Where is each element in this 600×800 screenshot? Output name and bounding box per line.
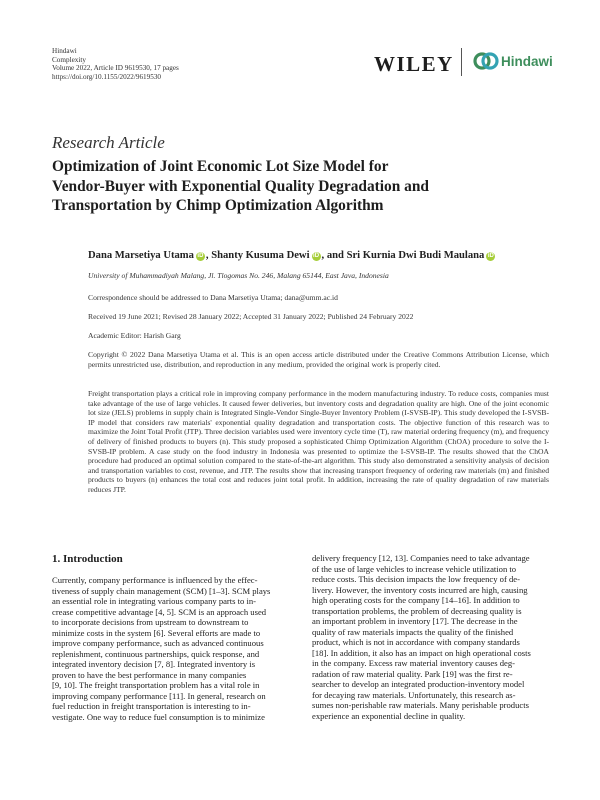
body-line: in the company. Excess raw material inventory causes deg-: [312, 658, 515, 668]
body-line: improving company performance [11]. In general, research on: [52, 690, 266, 701]
body-line: radation of raw material quality. Park [19] was the first re-: [312, 668, 513, 679]
body-line: transportation problems, the problem of decreasing quality is: [312, 605, 522, 616]
body-line: Currently, company performance is influenced by the effec-: [52, 575, 258, 585]
academic-editor: Academic Editor: Harish Garg: [88, 331, 181, 340]
publication-dates: Received 19 June 2021; Revised 28 January 2022; Accepted 31 January 2022; Published 24 February 2022: [88, 312, 414, 321]
author-separator: , and: [321, 250, 347, 261]
body-column-right: [312, 553, 549, 721]
title-line: Transportation by Chimp Optimization Algorithm: [52, 197, 384, 214]
body-line: of the use of large vehicles to increase vehicle utilization to: [312, 563, 517, 574]
correspondence: Correspondence should be addressed to Dana Marsetiya Utama; dana@umm.ac.id: [88, 293, 338, 302]
body-line: proven to have the best performance in many companies: [52, 669, 247, 680]
body-line: to incorporate decisions from upstream to downstream to: [52, 617, 249, 627]
hindawi-logo-text: Hindawi: [501, 54, 553, 69]
article-type: Research Article: [52, 133, 165, 152]
body-line: vestigate. One way to reduce fuel consumption is to minimize: [52, 711, 265, 722]
body-line: fuel reduction in freight transportation is interesting to in-: [52, 701, 251, 711]
title-line: Vendor-Buyer with Exponential Quality Degradation and: [52, 177, 429, 195]
body-line: livery. However, the inventory costs incurred are high, causing: [312, 584, 528, 595]
author-list: [88, 250, 496, 261]
body-line: reduce costs. This decision impacts the low frequency of de-: [312, 574, 520, 584]
body-line: product, which is not in accordance with company standards: [312, 637, 520, 647]
author-name[interactable]: Dana Marsetiya Utama: [88, 250, 194, 261]
body-line: quality of raw materials impacts the quality of the finished: [312, 626, 514, 637]
volume-info: Volume 2022, Article ID 9619530, 17 pages: [52, 64, 179, 73]
hindawi-rings-icon: [472, 51, 500, 71]
doi-link[interactable]: https://doi.org/10.1155/2022/9619530: [52, 72, 162, 81]
affiliation: University of Muhammadiyah Malang, Jl. Tlogomas No. 246, Malang 65144, East Java, Indonesia: [88, 271, 389, 280]
body-line: for decaying raw materials. Unfortunately, this research as-: [312, 689, 516, 700]
body-line: tiveness of supply chain management (SCM) [1–3]. SCM plays: [52, 585, 271, 596]
body-line: sumes non-perishable raw materials. Many perishable products: [312, 700, 529, 710]
body-line: integrated inventory decision [7, 8]. Integrated inventory is: [52, 659, 256, 669]
body-line: searcher to develop an integrated production-inventory model: [312, 679, 525, 689]
orcid-icon[interactable]: iD: [197, 253, 204, 259]
title-line: Optimization of Joint Economic Lot Size Model for: [52, 158, 389, 175]
body-line: an essential role in integrating various company parts to in-: [52, 596, 257, 606]
author-name[interactable]: Shanty Kusuma Dewi: [211, 250, 310, 261]
body-line: improve company performance, such as advanced continuous: [52, 638, 264, 648]
body-line: minimize costs in the system [6]. Several efforts are made to: [52, 627, 261, 638]
section-heading-introduction: 1. Introduction: [52, 553, 123, 565]
body-line: crease competitive advantage [4, 5]. SCM is an approach used: [52, 606, 267, 617]
abstract: Freight transportation plays a critical role in improving company performance in the modern manufacturing industry. To reduce costs, companies must take advantage of the use of large vehicles. It caused fewer deliveries, but inventory costs and degradation quality are high. One of the joint economic lot size (JELS) problems in supply chain is Integrated Single-Vendor Single-Buyer Inventory Problem (I-SVSB-IP). This study developed the I-SVSB-IP model that considers raw materials' exponential quality degradation and transportation costs. The objective function of this research was to maximize the Joint Total Profit (JTP). Three decision variables used were inventory cycle time (T), raw material ordering frequency (m), and frequency of delivery of finished products to buyers (n). This study proposed a sophisticated Chimp Optimization Algorithm (ChOA) procedure to solve the I-SVSB-IP problem. A case study on the food industry in Indonesia was presented to optimize the I-SVSB-IP. The results showed that the ChOA procedure had produced an optimal solution compared to the state-of-the-art algorithm. This study also demonstrated a sensitivity analysis of decision and transportation variables to cost, revenue, and JTP. The results show that increasing transport frequency of ordering raw materials (m) and finished products to buyers (n) enhances the total cost and reduces joint total profit. In addition, increasing the rate of quality degradation of raw materials reduces JTP.: [88, 389, 549, 494]
publisher-name: Hindawi: [52, 47, 77, 55]
body-line: replenishment, continuous partnerships, quick response, and: [52, 648, 260, 659]
journal-metadata: [52, 47, 179, 81]
orcid-icon[interactable]: iD: [487, 253, 494, 259]
logo-divider: [461, 48, 462, 76]
body-line: [18]. In addition, it also has an impact on high operational costs: [312, 647, 531, 658]
orcid-icon[interactable]: iD: [313, 253, 320, 259]
body-line: [9, 10]. The freight transportation problem has a vital role in: [52, 680, 260, 690]
copyright-notice: Copyright © 2022 Dana Marsetiya Utama et al. This is an open access article distributed under the Creative Commons Attribution License, which permits unrestricted use, distribution, and reproduction in any medium, provided the original work is properly cited.: [88, 350, 549, 369]
author-separator: ,: [205, 250, 212, 261]
article-title: [52, 157, 552, 216]
journal-name: Complexity: [52, 55, 86, 64]
author-name[interactable]: Sri Kurnia Dwi Budi Maulana: [346, 250, 485, 261]
body-line: delivery frequency [12, 13]. Companies need to take advantage: [312, 553, 530, 563]
body-column-left: [52, 575, 289, 722]
body-line: experience an exponential decline in quality.: [312, 710, 466, 721]
body-line: an important problem in inventory [17]. The decrease in the: [312, 616, 518, 626]
wiley-logo: WILEY: [374, 52, 454, 76]
body-line: high operating costs for the company [14–16]. In addition to: [312, 595, 520, 605]
